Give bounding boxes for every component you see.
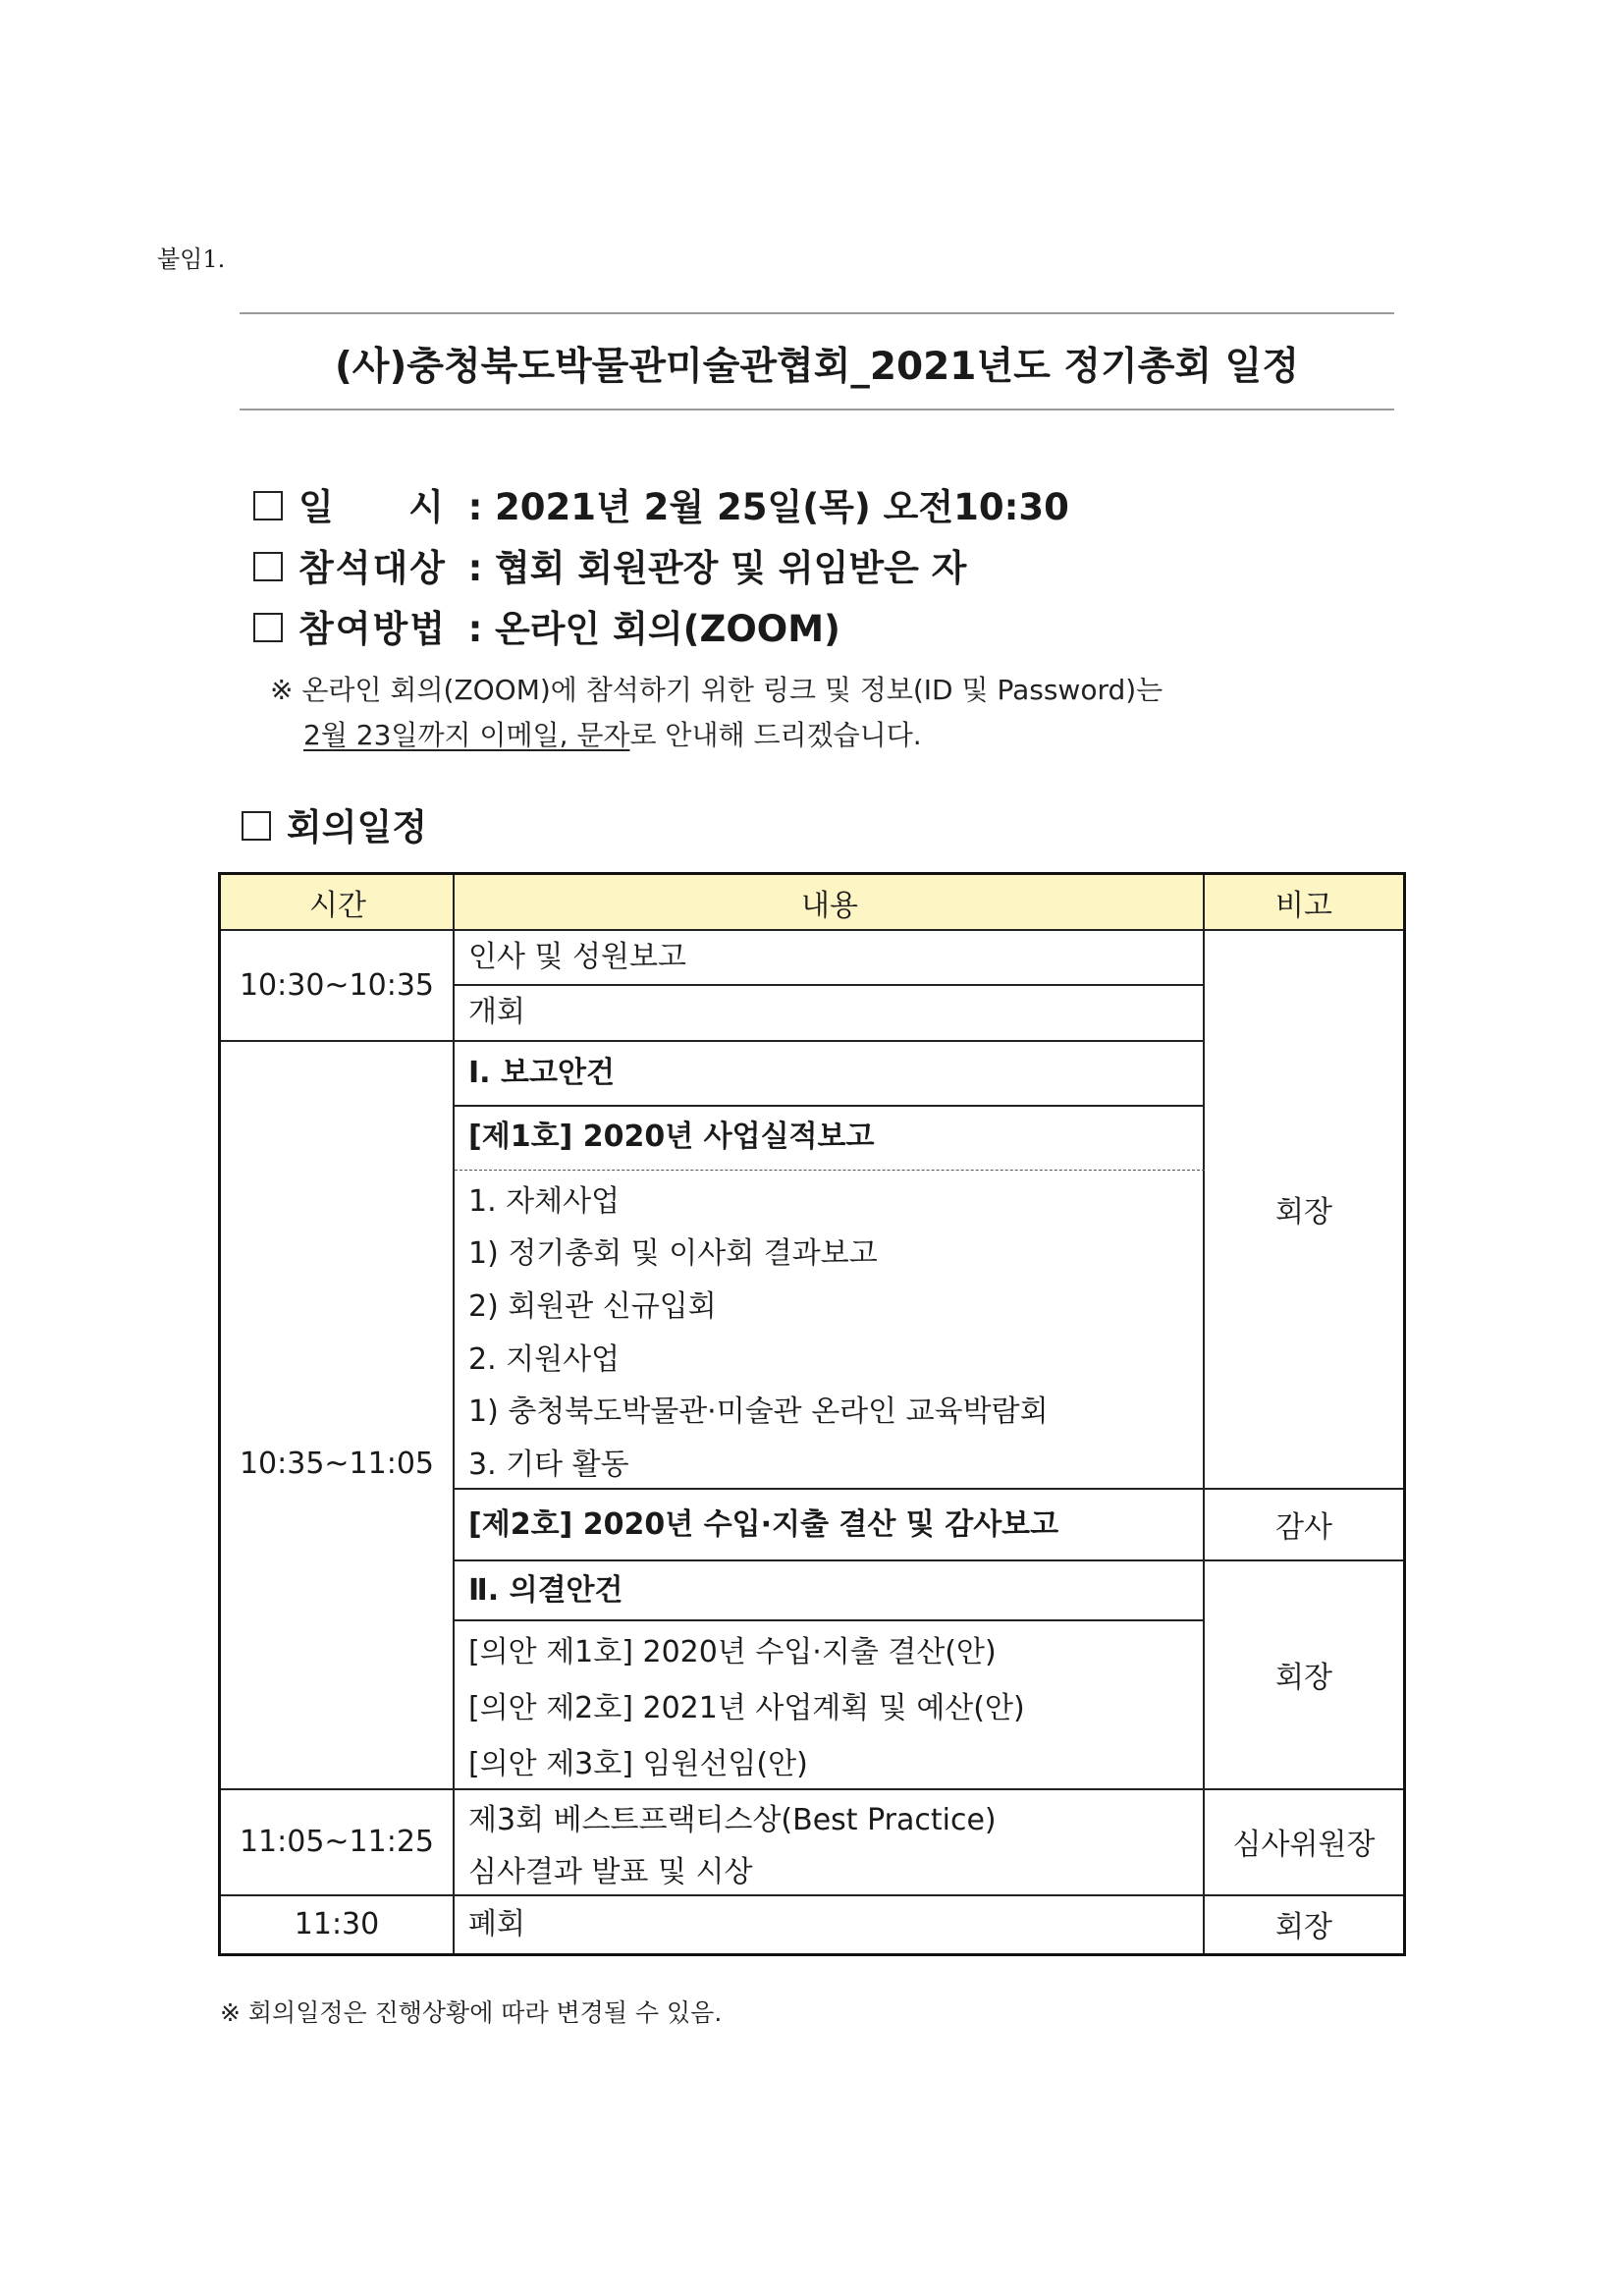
agenda-subitem: 제3회 베스트프랙티스상(Best Practice) xyxy=(468,1802,997,1837)
remark-cell: 감사 xyxy=(1275,1509,1332,1545)
schedule-table xyxy=(218,872,1406,1956)
agenda-subitem: [의안 제3호] 임원선임(안) xyxy=(468,1746,808,1781)
info-row-attendees: 참석대상 : 협회 회원관장 및 위임받은 자 xyxy=(253,538,966,591)
agenda-item-title: [제1호] 2020년 사업실적보고 xyxy=(468,1120,875,1154)
info-value: 협회 회원관장 및 위임받은 자 xyxy=(495,547,967,589)
agenda-subitem: 1) 정기총회 및 이사회 결과보고 xyxy=(468,1236,878,1272)
info-label: 참여방법 xyxy=(298,608,447,650)
title-bottom-rule xyxy=(240,409,1394,410)
agenda-heading: Ⅱ. 의결안건 xyxy=(468,1573,623,1608)
agenda-subitem: 2) 회원관 신규입회 xyxy=(468,1289,717,1325)
agenda-subitem: 1) 충청북도박물관·미술관 온라인 교육박람회 xyxy=(468,1394,1049,1430)
remark-cell: 심사위원장 xyxy=(1232,1828,1376,1862)
report1-list xyxy=(468,1172,1195,1488)
info-value: 2021년 2월 25일(목) 오전10:30 xyxy=(495,486,1069,528)
info-label: 참석대상 xyxy=(298,547,447,589)
notice-mark: ※ xyxy=(270,674,294,706)
header-remarks: 비고 xyxy=(1205,875,1403,929)
attachment-label: 붙임1. xyxy=(157,246,226,273)
remark-cell: 회장 xyxy=(1275,1660,1332,1695)
agenda-subitem: 1. 자체사업 xyxy=(468,1183,621,1219)
checkbox-icon xyxy=(253,552,283,581)
info-value: 온라인 회의(ZOOM) xyxy=(495,608,840,650)
time-cell: 10:30~10:35 xyxy=(239,967,435,1003)
award-item xyxy=(468,1790,1195,1894)
footnote: ※ 회의일정은 진행상황에 따라 변경될 수 있음. xyxy=(220,1998,723,2027)
notice-deadline: 2월 23일까지 이메일, 문자 xyxy=(303,719,630,751)
remark-cell: 회장 xyxy=(1275,1910,1332,1944)
notice-line1: 온라인 회의(ZOOM)에 참석하기 위한 링크 및 정보(ID 및 Password)는 xyxy=(301,674,1163,706)
agenda-subitem: [의안 제2호] 2021년 사업계획 및 예산(안) xyxy=(468,1690,1025,1725)
time-cell: 11:30 xyxy=(294,1906,380,1941)
checkbox-icon xyxy=(242,811,271,841)
agenda-item: 폐회 xyxy=(468,1907,525,1941)
dotted-divider xyxy=(455,1170,1205,1171)
time-cell: 11:05~11:25 xyxy=(239,1824,435,1859)
agenda-item: 인사 및 성원보고 xyxy=(468,940,686,974)
header-time: 시간 xyxy=(221,875,455,929)
section-title xyxy=(242,797,427,850)
time-cell: 10:35~11:05 xyxy=(239,1446,435,1481)
grid-line xyxy=(453,875,455,1953)
agenda-subitem: 심사결과 발표 및 시상 xyxy=(468,1854,753,1889)
section-title-text: 회의일정 xyxy=(287,806,427,848)
checkbox-icon xyxy=(253,613,283,642)
title-top-rule xyxy=(240,312,1394,314)
zoom-notice xyxy=(270,668,1163,758)
info-row-datetime: 일 시 : 2021년 2월 25일(목) 오전10:30 xyxy=(253,477,1069,530)
agenda-item: 개회 xyxy=(468,995,525,1029)
remark-cell: 회장 xyxy=(1275,1195,1332,1230)
info-row-method: 참여방법 : 온라인 회의(ZOOM) xyxy=(253,599,840,652)
info-label: 일 시 xyxy=(298,486,446,528)
agenda-subitem: 2. 지원사업 xyxy=(468,1341,621,1377)
header-content: 내용 xyxy=(455,875,1205,929)
resolution-list xyxy=(468,1621,1195,1788)
agenda-subitem: 3. 기타 활동 xyxy=(468,1448,629,1483)
document-title: (사)충청북도박물관미술관협회_2021년도 정기총회 일정 xyxy=(334,345,1299,389)
agenda-subitem: [의안 제1호] 2020년 수입·지출 결산(안) xyxy=(468,1635,997,1670)
notice-line2: 로 안내해 드리겠습니다. xyxy=(629,719,922,751)
agenda-item-title: [제2호] 2020년 수입·지출 결산 및 감사보고 xyxy=(468,1507,1059,1542)
checkbox-icon xyxy=(253,491,283,520)
agenda-heading: Ⅰ. 보고안건 xyxy=(468,1056,615,1090)
